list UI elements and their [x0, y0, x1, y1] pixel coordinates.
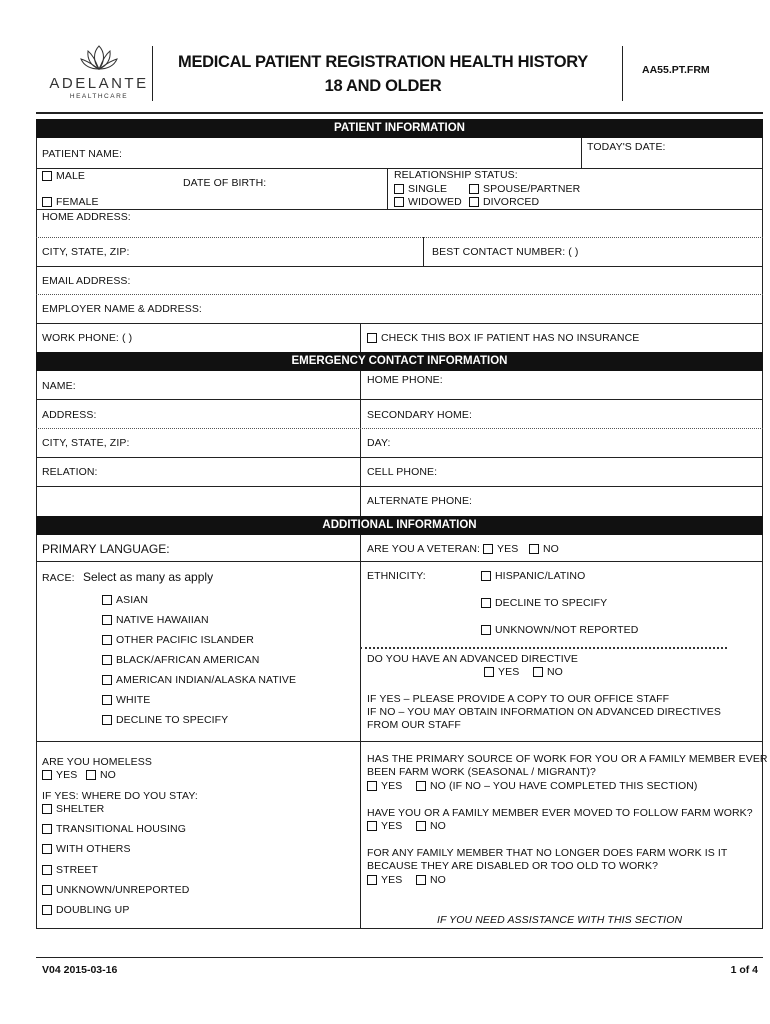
checkbox[interactable]: [394, 197, 404, 207]
no-insurance-checkbox[interactable]: CHECK THIS BOX IF PATIENT HAS NO INSURANCE: [367, 332, 639, 344]
form-title-line1: MEDICAL PATIENT REGISTRATION HEALTH HISTORY: [178, 53, 588, 71]
checkbox[interactable]: [533, 667, 543, 677]
farm-q2-no[interactable]: NO: [416, 820, 446, 832]
checkbox[interactable]: [102, 615, 112, 625]
checkbox[interactable]: [481, 625, 491, 635]
stay-option-doubling[interactable]: DOUBLING UP: [42, 904, 129, 916]
relationship-label: RELATIONSHIP STATUS:: [394, 169, 518, 181]
race-option-native-hawaiian[interactable]: NATIVE HAWAIIAN: [102, 614, 209, 626]
checkbox[interactable]: [367, 875, 377, 885]
relationship-divider: [387, 168, 388, 209]
checkbox[interactable]: [102, 695, 112, 705]
race-option-white[interactable]: WHITE: [102, 694, 150, 706]
email-label[interactable]: EMAIL ADDRESS:: [42, 275, 131, 287]
city-state-zip-label[interactable]: CITY, STATE, ZIP:: [42, 246, 130, 258]
checkbox[interactable]: [42, 885, 52, 895]
stay-question: IF YES: WHERE DO YOU STAY:: [42, 790, 198, 802]
relationship-spouse[interactable]: SPOUSE/PARTNER: [469, 183, 580, 195]
ethnicity-decline[interactable]: DECLINE TO SPECIFY: [481, 597, 607, 609]
lotus-icon: [44, 42, 154, 72]
farm-q3-yes[interactable]: YES: [367, 874, 402, 886]
ethnicity-label: ETHNICITY:: [367, 570, 426, 582]
employer-label[interactable]: EMPLOYER NAME & ADDRESS:: [42, 303, 202, 315]
farm-question-3a: FOR ANY FAMILY MEMBER THAT NO LONGER DOES FARM WORK IS IT: [367, 847, 728, 859]
emergency-city-label[interactable]: CITY, STATE, ZIP:: [42, 437, 130, 449]
race-hint: Select as many as apply: [83, 570, 214, 584]
checkbox[interactable]: [102, 675, 112, 685]
checkbox[interactable]: [484, 667, 494, 677]
ethnicity-unknown[interactable]: UNKNOWN/NOT REPORTED: [481, 624, 638, 636]
row-line: [36, 209, 763, 210]
row-line: [36, 294, 763, 295]
checkbox[interactable]: [416, 821, 426, 831]
footer-rule: [36, 957, 763, 958]
form-title-line2: 18 AND OLDER: [324, 77, 442, 95]
race-label: RACE:: [42, 572, 75, 584]
race-option-black[interactable]: BLACK/AFRICAN AMERICAN: [102, 654, 259, 666]
checkbox[interactable]: [102, 595, 112, 605]
directive-no[interactable]: NO: [533, 666, 563, 678]
todays-date-divider: [581, 138, 582, 168]
additional-divider: [360, 535, 361, 928]
logo: [44, 42, 154, 102]
checkbox[interactable]: [469, 197, 479, 207]
checkbox[interactable]: [42, 197, 52, 207]
page-number: 1 of 4: [730, 964, 758, 976]
checkbox[interactable]: [42, 804, 52, 814]
checkbox[interactable]: [42, 171, 52, 181]
directive-question: DO YOU HAVE AN ADVANCED DIRECTIVE: [367, 653, 579, 665]
checkbox[interactable]: [394, 184, 404, 194]
stay-option-unknown[interactable]: UNKNOWN/UNREPORTED: [42, 884, 189, 896]
version-label: V04 2015-03-16: [42, 964, 118, 976]
row-line: [360, 647, 727, 649]
farm-question-1a: HAS THE PRIMARY SOURCE OF WORK FOR YOU OR A FAMILY MEMBER EVER: [367, 753, 768, 765]
insurance-divider: [360, 323, 361, 352]
checkbox[interactable]: [367, 333, 377, 343]
logo-name: ADELANTE: [49, 75, 149, 92]
row-line: [36, 266, 763, 267]
relationship-divorced[interactable]: DIVORCED: [469, 196, 539, 208]
checkbox[interactable]: [481, 598, 491, 608]
directive-note-3: FROM OUR STAFF: [367, 719, 461, 731]
stay-option-others[interactable]: WITH OTHERS: [42, 843, 131, 855]
row-line: [36, 399, 763, 400]
row-line: [36, 237, 763, 238]
relation-label[interactable]: RELATION:: [42, 466, 98, 478]
row-line: [36, 741, 763, 742]
best-contact-label[interactable]: BEST CONTACT NUMBER: ( ): [432, 246, 579, 258]
checkbox[interactable]: [42, 824, 52, 834]
checkbox[interactable]: [481, 571, 491, 581]
row-line: [36, 428, 763, 429]
secondary-home-label[interactable]: SECONDARY HOME:: [367, 409, 472, 421]
cell-phone-label[interactable]: CELL PHONE:: [367, 466, 438, 478]
homeless-question: ARE YOU HOMELESS: [42, 756, 152, 768]
emergency-divider: [360, 371, 361, 516]
section-heading-emergency: EMERGENCY CONTACT INFORMATION: [36, 352, 763, 371]
checkbox[interactable]: [42, 865, 52, 875]
header-divider-left: [152, 46, 153, 101]
checkbox[interactable]: [367, 821, 377, 831]
home-phone-label[interactable]: HOME PHONE:: [367, 374, 443, 386]
section-heading-patient: PATIENT INFORMATION: [36, 119, 763, 138]
veteran-label: ARE YOU A VETERAN:: [367, 543, 481, 555]
logo-subtitle: HEALTHCARE: [69, 93, 129, 100]
ethnicity-hispanic[interactable]: HISPANIC/LATINO: [481, 570, 585, 582]
homeless-yes[interactable]: YES: [42, 769, 77, 781]
row-line: [36, 457, 763, 458]
checkbox[interactable]: [86, 770, 96, 780]
farm-question-3b: BECAUSE THEY ARE DISABLED OR TOO OLD TO WORK?: [367, 860, 659, 872]
race-option-decline[interactable]: DECLINE TO SPECIFY: [102, 714, 228, 726]
checkbox[interactable]: [42, 844, 52, 854]
alternate-phone-label[interactable]: ALTERNATE PHONE:: [367, 495, 473, 507]
header-rule: [36, 112, 763, 114]
checkbox[interactable]: [416, 875, 426, 885]
day-phone-label[interactable]: DAY:: [367, 437, 391, 449]
header-divider-right: [622, 46, 623, 101]
farm-q1-no[interactable]: NO (IF NO – YOU HAVE COMPLETED THIS SECTION): [416, 780, 698, 792]
home-address-label[interactable]: HOME ADDRESS:: [42, 211, 131, 223]
row-line: [36, 323, 763, 324]
gender-female[interactable]: FEMALE: [42, 196, 99, 208]
stay-option-transitional[interactable]: TRANSITIONAL HOUSING: [42, 823, 186, 835]
stay-option-shelter[interactable]: SHELTER: [42, 803, 104, 815]
relationship-single[interactable]: SINGLE: [394, 183, 447, 195]
directive-note-1: IF YES – PLEASE PROVIDE A COPY TO OUR OFFICE STAFF: [367, 693, 670, 705]
race-option-pacific-islander[interactable]: OTHER PACIFIC ISLANDER: [102, 634, 254, 646]
veteran-no[interactable]: NO: [529, 543, 559, 555]
checkbox[interactable]: [367, 781, 377, 791]
farm-q2-yes[interactable]: YES: [367, 820, 402, 832]
patient-name-label[interactable]: PATIENT NAME:: [42, 148, 123, 160]
emergency-address-label[interactable]: ADDRESS:: [42, 409, 97, 421]
homeless-no[interactable]: NO: [86, 769, 116, 781]
farm-question-2: HAVE YOU OR A FAMILY MEMBER EVER MOVED TO FOLLOW FARM WORK?: [367, 807, 753, 819]
checkbox[interactable]: [529, 544, 539, 554]
checkbox[interactable]: [416, 781, 426, 791]
gender-male[interactable]: MALE: [42, 170, 85, 182]
stay-option-street[interactable]: STREET: [42, 864, 98, 876]
relationship-widowed[interactable]: WIDOWED: [394, 196, 462, 208]
farm-q3-no[interactable]: NO: [416, 874, 446, 886]
work-phone-label[interactable]: WORK PHONE: ( ): [42, 332, 133, 344]
todays-date-label: TODAY'S DATE:: [587, 141, 666, 153]
checkbox[interactable]: [469, 184, 479, 194]
checkbox[interactable]: [102, 635, 112, 645]
farm-question-1b: BEEN FARM WORK (SEASONAL / MIGRANT)?: [367, 766, 596, 778]
veteran-yes[interactable]: YES: [483, 543, 518, 555]
section-heading-additional: ADDITIONAL INFORMATION: [36, 516, 763, 535]
race-option-american-indian[interactable]: AMERICAN INDIAN/ALASKA NATIVE: [102, 674, 296, 686]
farm-q1-yes[interactable]: YES: [367, 780, 402, 792]
race-option-asian[interactable]: ASIAN: [102, 594, 148, 606]
row-line: [36, 486, 763, 487]
checkbox[interactable]: [42, 770, 52, 780]
assistance-note: IF YOU NEED ASSISTANCE WITH THIS SECTION: [437, 914, 683, 926]
checkbox[interactable]: [102, 715, 112, 725]
checkbox[interactable]: [483, 544, 493, 554]
checkbox[interactable]: [42, 905, 52, 915]
emergency-name-label[interactable]: NAME:: [42, 380, 76, 392]
contact-divider: [423, 237, 424, 266]
checkbox[interactable]: [102, 655, 112, 665]
form-code: AA55.PT.FRM: [642, 64, 710, 76]
row-line: [36, 561, 763, 562]
primary-language-label[interactable]: PRIMARY LANGUAGE:: [42, 542, 170, 556]
form-border-bottom: [36, 928, 763, 929]
directive-yes[interactable]: YES: [484, 666, 519, 678]
directive-note-2: IF NO – YOU MAY OBTAIN INFORMATION ON ADVANCED DIRECTIVES: [367, 706, 721, 718]
dob-label[interactable]: DATE OF BIRTH:: [183, 177, 267, 189]
